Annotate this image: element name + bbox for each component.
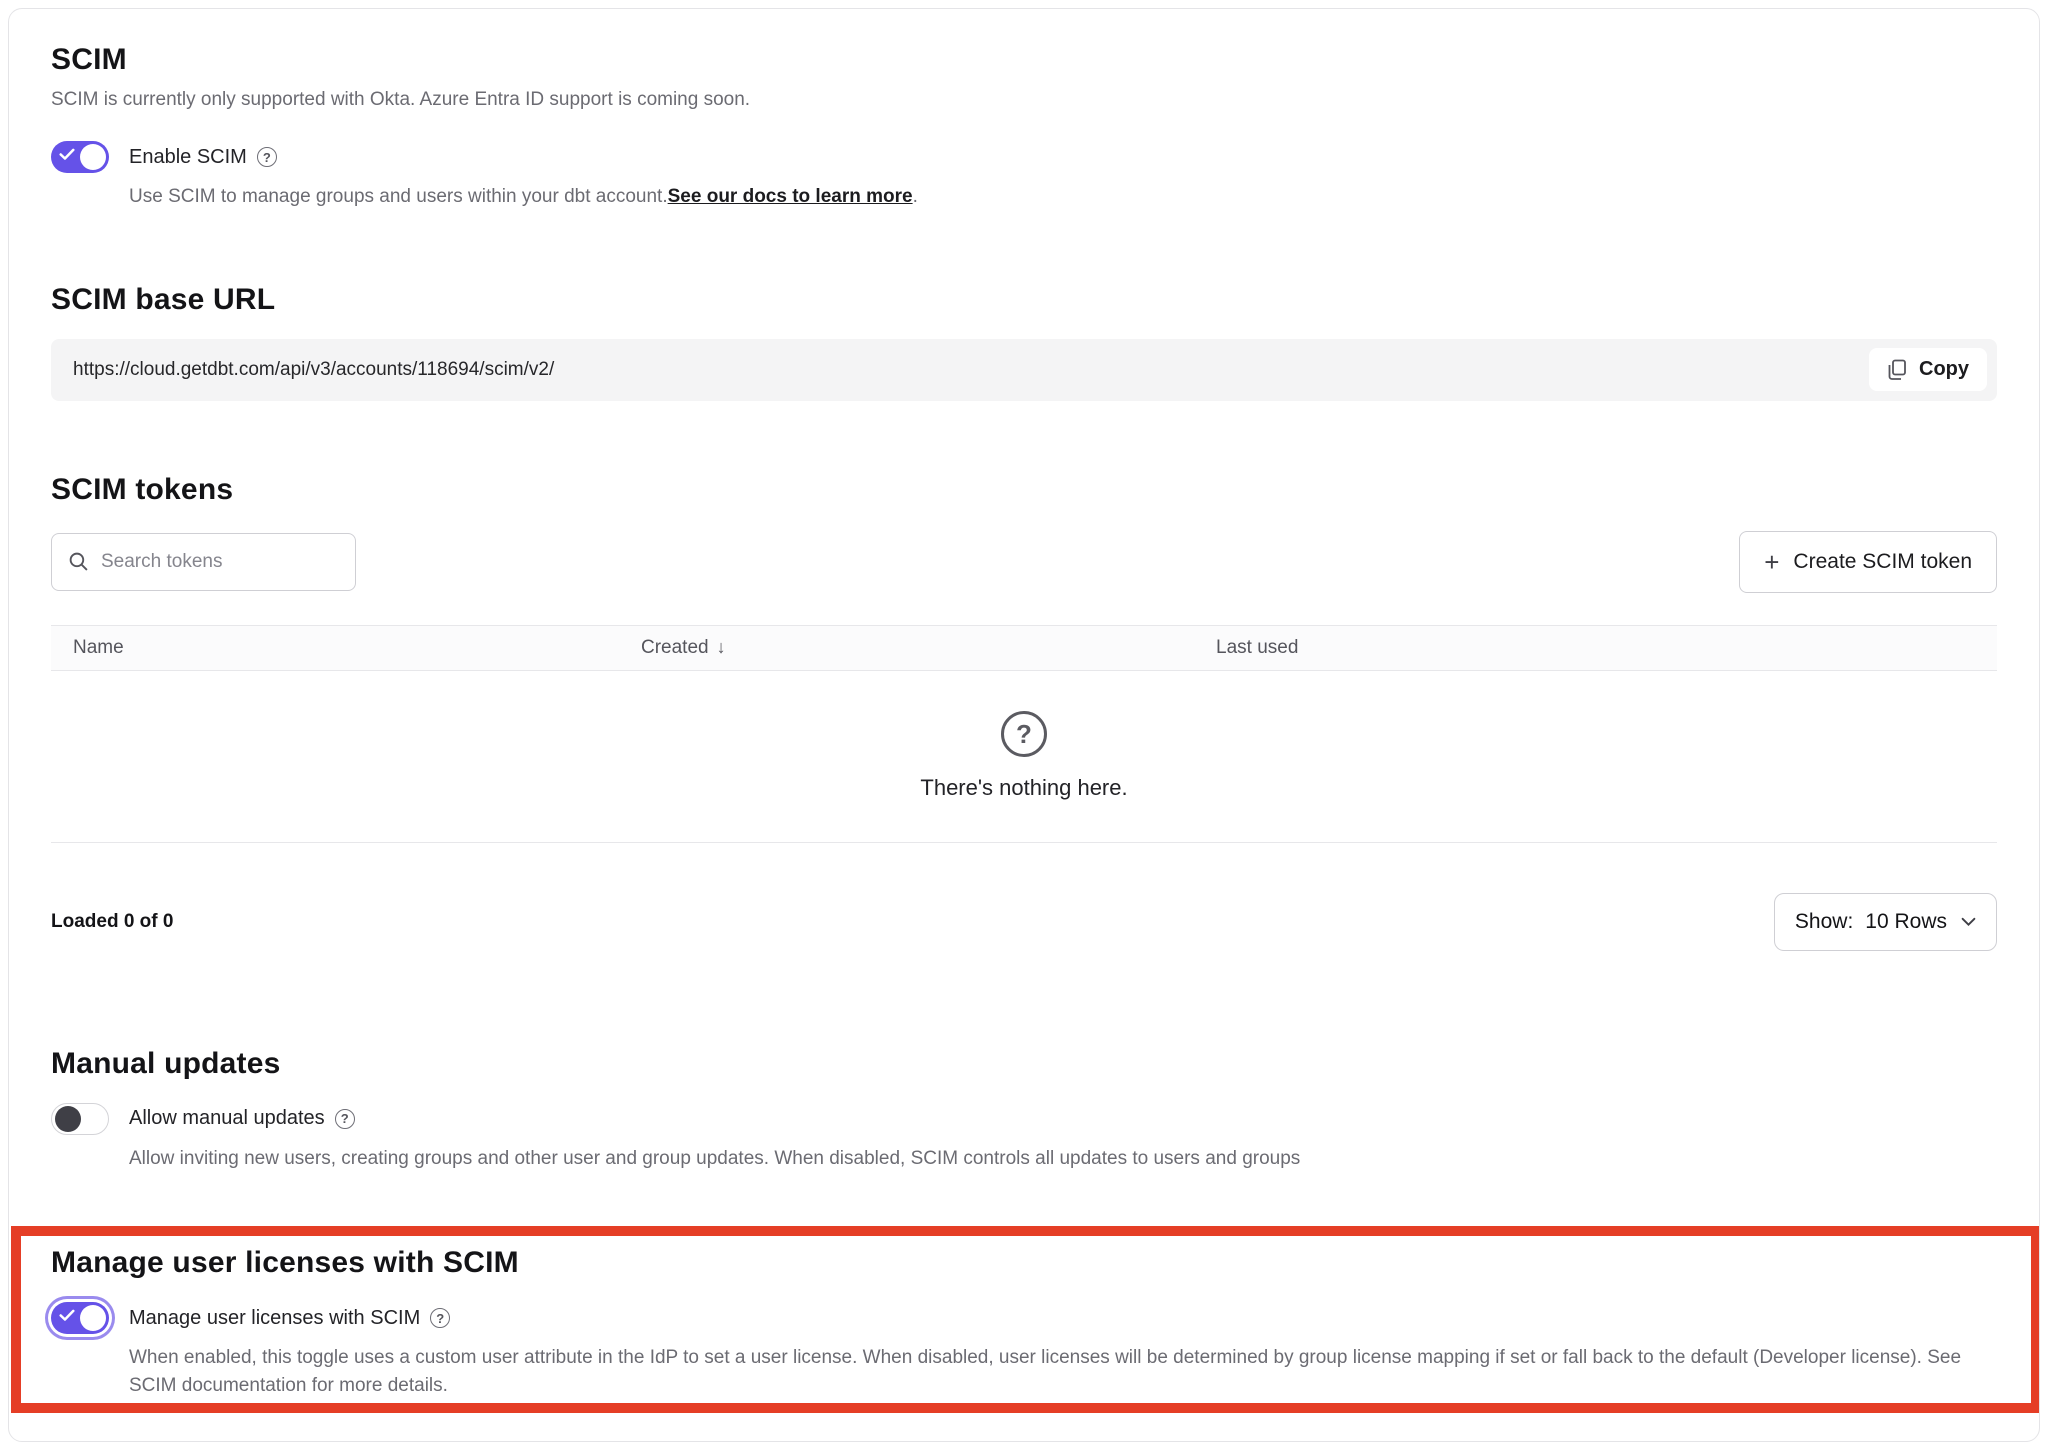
search-input[interactable] xyxy=(101,551,346,573)
enable-scim-toggle[interactable] xyxy=(51,141,109,173)
allow-manual-updates-label-text: Allow manual updates xyxy=(129,1107,325,1130)
toggle-knob xyxy=(80,144,106,170)
enable-scim-description-period: . xyxy=(912,186,918,207)
enable-scim-description-text: Use SCIM to manage groups and users within your dbt account. xyxy=(129,186,668,207)
empty-state xyxy=(51,671,1997,843)
toggle-knob xyxy=(55,1106,81,1132)
sort-desc-icon: ↓ xyxy=(716,637,726,658)
base-url-field xyxy=(51,339,1997,401)
toggle-knob xyxy=(80,1305,106,1331)
column-header-name[interactable] xyxy=(51,637,619,659)
docs-link[interactable]: See our docs to learn more xyxy=(667,186,913,207)
manage-licenses-description: When enabled, this toggle uses a custom user attribute in the IdP to set a user license. When disabled, user licenses will be determined by group license mapping if set or fall back to the default (Developer license). See SCIM documentation for more details. xyxy=(129,1347,1962,1396)
question-circle-icon: ? xyxy=(1001,711,1047,757)
show-value: 10 Rows xyxy=(1865,909,1947,933)
column-last-used-label: Last used xyxy=(1216,636,1299,658)
column-header-last-used[interactable] xyxy=(1194,637,1997,659)
scim-section-title: SCIM xyxy=(51,43,127,76)
manage-licenses-row xyxy=(51,1302,1997,1334)
settings-card xyxy=(8,8,2040,1442)
help-icon[interactable]: ? xyxy=(335,1109,355,1129)
allow-manual-updates-row xyxy=(51,1103,1997,1135)
column-name-label: Name xyxy=(73,636,124,658)
tokens-title: SCIM tokens xyxy=(51,472,234,506)
copy-icon xyxy=(1887,359,1907,381)
manage-licenses-label xyxy=(129,1307,450,1330)
base-url-section xyxy=(51,283,1997,401)
column-header-created[interactable] xyxy=(619,637,1194,659)
help-icon[interactable]: ? xyxy=(430,1308,450,1328)
allow-manual-updates-toggle[interactable] xyxy=(51,1103,109,1135)
enable-scim-row xyxy=(51,141,1997,173)
plus-icon: + xyxy=(1764,546,1780,577)
manual-updates-title: Manual updates xyxy=(51,1046,281,1080)
show-label: Show: xyxy=(1794,909,1854,933)
allow-manual-updates-description: Allow inviting new users, creating groups and other user and group updates. When disabled, SCIM controls all updates to users and groups xyxy=(129,1147,1301,1169)
column-created-label: Created xyxy=(641,636,709,658)
copy-button[interactable] xyxy=(1869,348,1987,391)
check-icon xyxy=(59,148,75,164)
enable-scim-description xyxy=(129,183,1997,211)
chevron-down-icon xyxy=(1961,917,1976,927)
manage-licenses-toggle[interactable] xyxy=(51,1302,109,1334)
scim-section-subtitle: SCIM is currently only supported with Okta. Azure Entra ID support is coming soon. xyxy=(51,89,751,110)
base-url-title: SCIM base URL xyxy=(51,282,276,316)
manage-licenses-label-text: Manage user licenses with SCIM xyxy=(129,1306,421,1329)
scim-section xyxy=(51,9,1997,211)
show-rows-dropdown[interactable] xyxy=(1774,893,1997,951)
base-url-value: https://cloud.getdbt.com/api/v3/accounts/118694/scim/v2/ xyxy=(73,358,555,380)
allow-manual-updates-label xyxy=(129,1107,355,1130)
license-section-title: Manage user licenses with SCIM xyxy=(51,1246,519,1280)
table-footer xyxy=(51,893,1997,951)
search-icon xyxy=(68,551,89,572)
empty-state-text: There's nothing here. xyxy=(920,775,1128,801)
check-icon xyxy=(59,1309,75,1325)
license-section xyxy=(51,1246,1997,1399)
create-scim-token-button[interactable] xyxy=(1739,531,1997,593)
token-table-header xyxy=(51,625,1997,671)
enable-scim-label xyxy=(129,146,277,169)
tokens-section xyxy=(51,473,1997,951)
tokens-controls xyxy=(51,531,1997,593)
copy-button-label: Copy xyxy=(1919,358,1969,381)
help-icon[interactable]: ? xyxy=(257,147,277,167)
manual-updates-section xyxy=(51,1047,1997,1173)
loaded-count: Loaded 0 of 0 xyxy=(51,910,174,932)
token-search[interactable] xyxy=(51,533,356,591)
create-scim-token-label: Create SCIM token xyxy=(1793,549,1972,573)
enable-scim-label-text: Enable SCIM xyxy=(129,145,247,168)
